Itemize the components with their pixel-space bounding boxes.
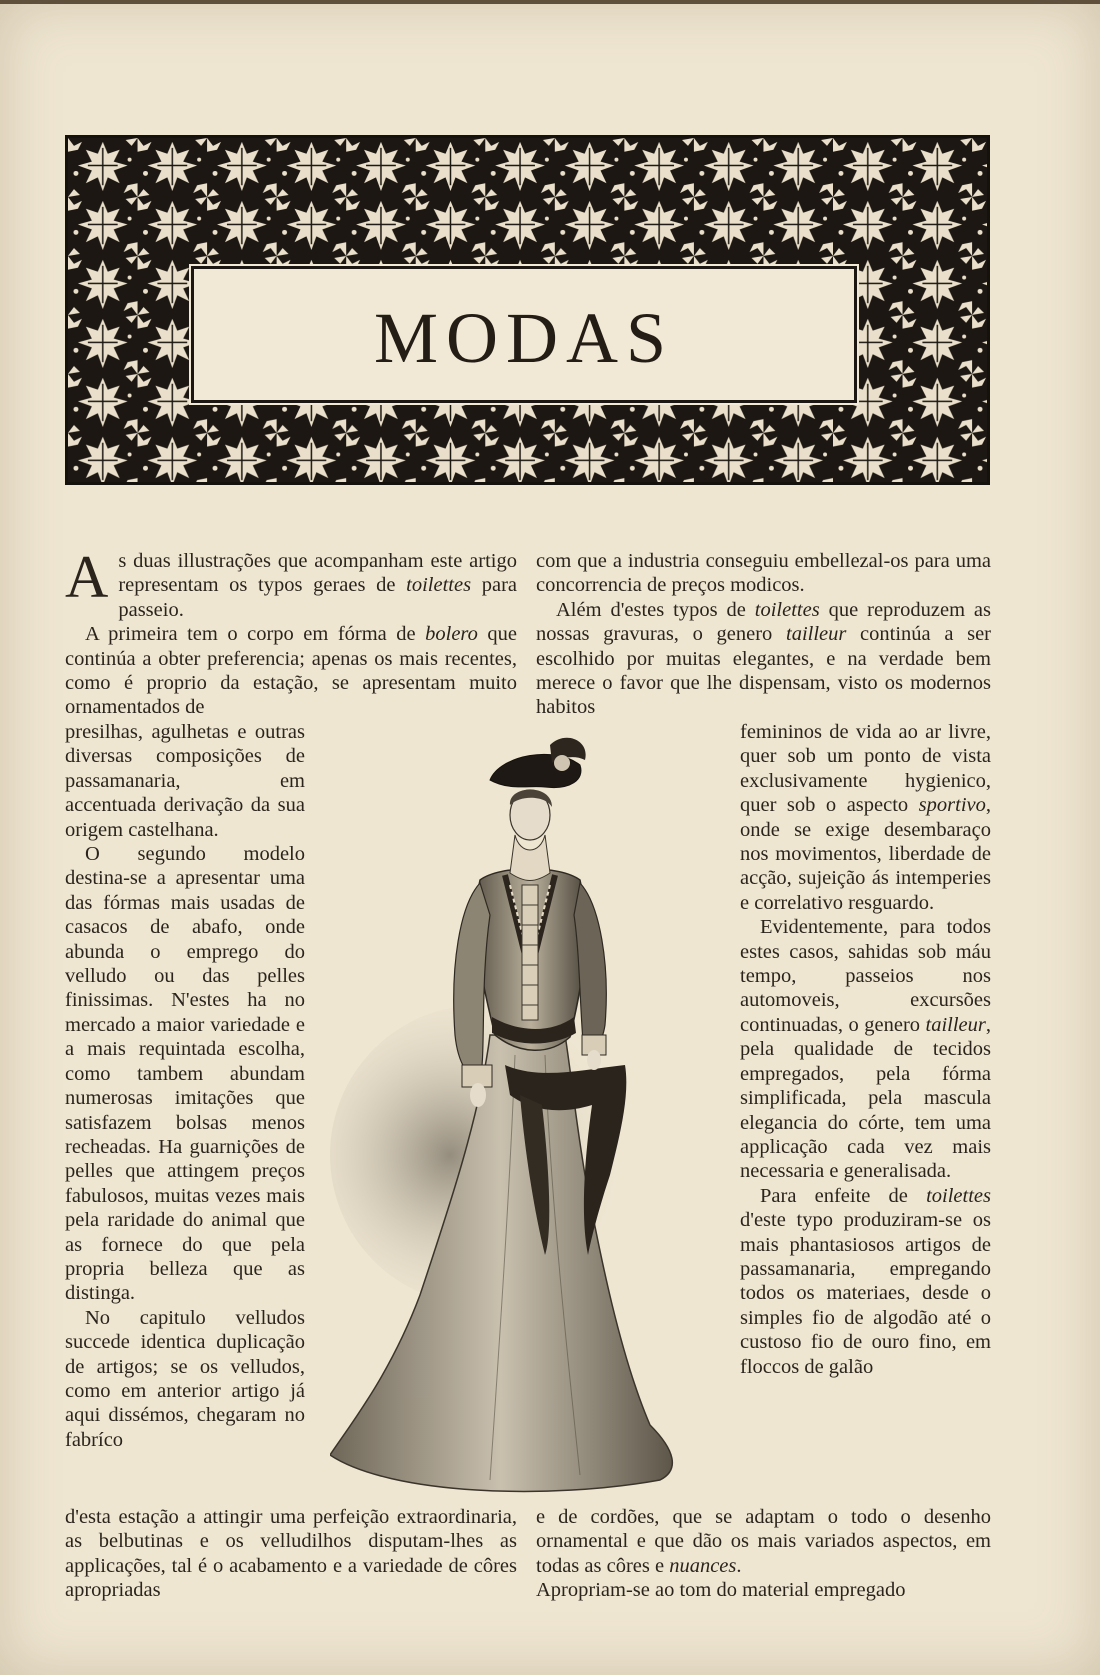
woman-in-dress-illustration-icon <box>330 735 710 1500</box>
header-banner <box>65 135 990 485</box>
column-right-narrow <box>740 720 991 1379</box>
paragraph-second-model: O segundo modelo destina-se a apresentar uma das fórmas mais usadas de casacos de abafo, onde abunda o emprego do velludo ou das pelles finissimas. N'estes ha no mercado a maior variedade e a mais requintada escolha, como tambem abundam numerosas imitações que satisfazem bolsas menos recheadas. Ha guarnições de pelles que attingem preços fabulosos, muitas vezes mais pela raridade do animal que as fornece do que pela propria belleza que as distinga. <box>65 843 305 1305</box>
top-rule <box>0 0 1100 4</box>
column-right-top <box>536 549 991 720</box>
paragraph-first-model-cont: presilhas, agulhetas e outras diversas composições de passamanaria, em accentuada derivação da sua origem castelhana. <box>65 721 305 841</box>
page-title: MODAS <box>373 298 675 378</box>
paragraph-industry: com que a industria conseguiu embellezal-os para uma concorrencia de preços modicos. <box>536 550 991 597</box>
paragraph-evidentemente: Evidentemente, para todos estes casos, sahidas sob máu tempo, passeios nos automoveis, excursões continuadas, o genero tailleur, pela qualidade de tecidos empregados, pela fórma simplificada, pela mascula elegancia do córte, tem uma applicação cada vez mais necessaria e generalisada. <box>740 916 991 1183</box>
column-right-bottom <box>536 1505 991 1603</box>
drop-cap: A <box>65 544 109 610</box>
paragraph-apropriam: Apropriam-se ao tom do material empregado <box>536 1579 906 1602</box>
paragraph-intro: As duas illustrações que acompanham este artigo representam os typos geraes de toilettes para passeio. <box>65 544 517 621</box>
paragraph-enfeite-cont: e de cordões, que se adaptam o todo o desenho ornamental e que dão os mais variados aspectos, em todas as côres e nuances. <box>536 1506 991 1577</box>
paragraph-velludos-cont: d'esta estação a attingir uma perfeição extraordinaria, as belbutinas e os velludilhos disputam-lhes as applicações, tal é o acabamento e a variedade de côres apropriadas <box>65 1506 517 1602</box>
paragraph-tailleur-cont: femininos de vida ao ar livre, quer sob um ponto de vista exclusivamente hygienico, quer sob o aspecto sportivo, onde se exige desembaraço nos movimentos, liberdade de acção, sujeição ás intemperies e correlativo resguardo. <box>740 721 991 914</box>
fashion-illustration <box>330 735 710 1500</box>
title-frame <box>191 266 857 403</box>
paragraph-velludos: No capitulo velludos succede identica duplicação de artigos; se os velludos, como em anterior artigo já aqui dissémos, chegaram no fabríco <box>65 1306 305 1451</box>
paragraph-enfeite: Para enfeite de toilettes d'este typo produziram-se os mais phantasiosos artigos de passamanaria, empregando todos os materiaes, desde o simples fio de algodão até o custoso fio de ouro fino, em floccos de galão <box>740 1184 991 1378</box>
paragraph-tailleur: Além d'estes typos de toilettes que reproduzem as nossas gravuras, o genero tailleur continúa a ser escolhido por muitas elegantes, e na verdade bem merece o favor que lhe dispensam, visto os modernos habitos <box>536 598 992 719</box>
column-left-bottom <box>65 1505 517 1603</box>
column-left-top <box>65 544 517 720</box>
column-left-narrow <box>65 720 305 1452</box>
paragraph-first-model: A primeira tem o corpo em fórma de bolero que continúa a obter preferencia; apenas os mais recentes, como é proprio da estação, se apresentam muito ornamentados de <box>65 623 517 719</box>
